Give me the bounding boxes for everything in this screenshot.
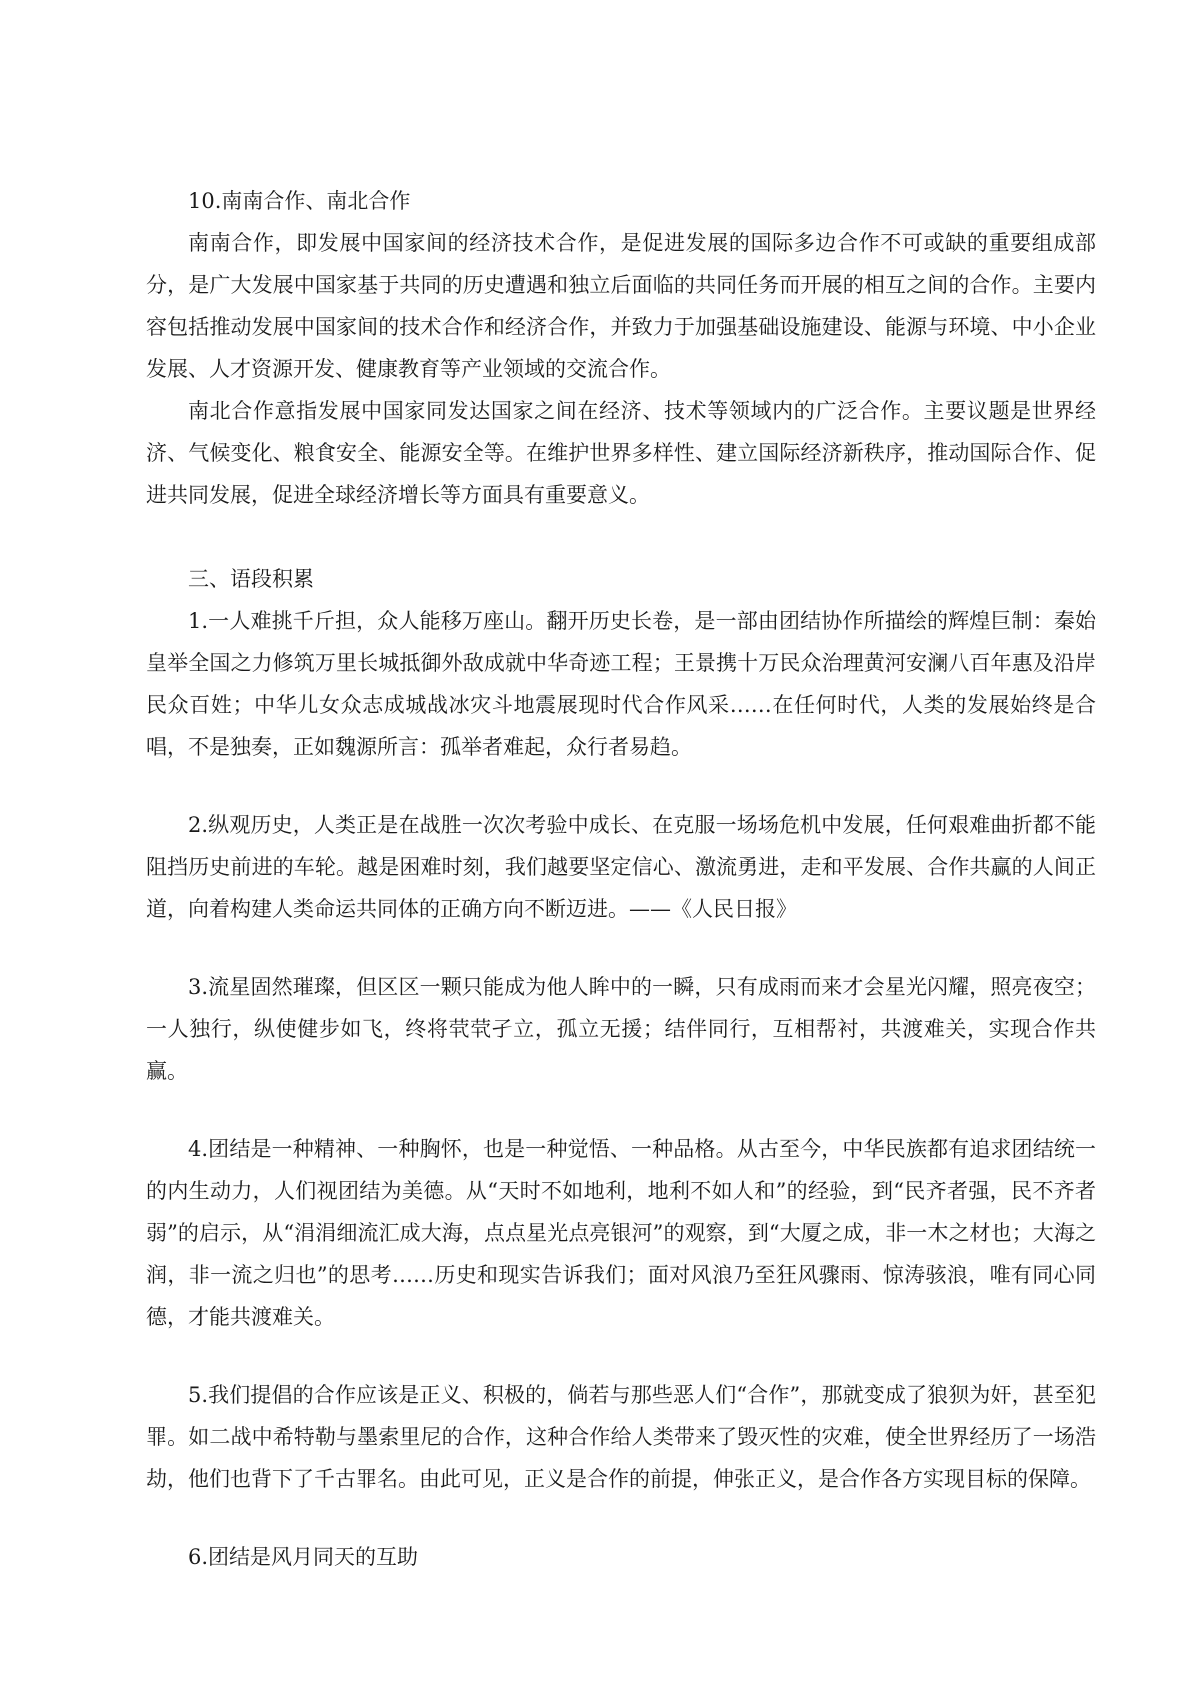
- paragraph-south-south: 南南合作，即发展中国家间的经济技术合作，是促进发展的国际多边合作不可或缺的重要组成部分，是广大发展中国家基于共同的历史遭遇和独立后面临的共同任务而开展的相互之间的合作。主要内容包括推动发展中国家间的技术合作和经济合作，并致力于加强基础设施建设、能源与环境、中小企业发展、人才资源开发、健康教育等产业领域的交流合作。: [146, 231, 1096, 381]
- spacer: [146, 1500, 1096, 1536]
- passage-item-5: 5.我们提倡的合作应该是正义、积极的，倘若与那些恶人们“合作”，那就变成了狼狈为奸，甚至犯罪。如二战中希特勒与墨索里尼的合作，这种合作给人类带来了毁灭性的灾难，使全世界经历了一场浩劫，他们也背下了千古罪名。由此可见，正义是合作的前提，伸张正义，是合作各方实现目标的保障。: [146, 1383, 1096, 1491]
- spacer: [146, 1092, 1096, 1128]
- spacer: [146, 930, 1096, 966]
- passage-item-3: 3.流星固然璀璨，但区区一颗只能成为他人眸中的一瞬，只有成雨而来才会星光闪耀，照亮夜空；一人独行，纵使健步如飞，终将茕茕孑立，孤立无援；结伴同行，互相帮衬，共渡难关，实现合作共赢。: [146, 975, 1096, 1083]
- section-heading-south-cooperation: 10.南南合作、南北合作: [188, 189, 411, 213]
- spacer: [146, 516, 1096, 558]
- section-heading-passages: 三、语段积累: [188, 567, 314, 591]
- spacer: [146, 1338, 1096, 1374]
- paragraph-north-south: 南北合作意指发展中国家同发达国家之间在经济、技术等领域内的广泛合作。主要议题是世界经济、气候变化、粮食安全、能源安全等。在维护世界多样性、建立国际经济新秩序，推动国际合作、促进共同发展，促进全球经济增长等方面具有重要意义。: [146, 399, 1096, 507]
- passage-item-6: 6.团结是风月同天的互助: [188, 1545, 419, 1569]
- passage-item-4: 4.团结是一种精神、一种胸怀，也是一种觉悟、一种品格。从古至今，中华民族都有追求团结统一的内生动力，人们视团结为美德。从“天时不如地利，地利不如人和”的经验，到“民齐者强，民不齐者弱”的启示，从“涓涓细流汇成大海，点点星光点亮银河”的观察，到“大厦之成，非一木之材也；大海之润，非一流之归也”的思考……历史和现实告诉我们；面对风浪乃至狂风骤雨、惊涛骇浪，唯有同心同德，才能共渡难关。: [146, 1137, 1096, 1329]
- document-page: [146, 180, 1096, 1578]
- passage-item-2: 2.纵观历史，人类正是在战胜一次次考验中成长、在克服一场场危机中发展，任何艰难曲折都不能阻挡历史前进的车轮。越是困难时刻，我们越要坚定信心、激流勇进，走和平发展、合作共赢的人间正道，向着构建人类命运共同体的正确方向不断迈进。——《人民日报》: [146, 813, 1096, 921]
- passage-item-1: 1.一人难挑千斤担，众人能移万座山。翻开历史长卷，是一部由团结协作所描绘的辉煌巨制：秦始皇举全国之力修筑万里长城抵御外敌成就中华奇迹工程；王景携十万民众治理黄河安澜八百年惠及沿岸民众百姓；中华儿女众志成城战冰灾斗地震展现时代合作风采……在任何时代，人类的发展始终是合唱，不是独奏，正如魏源所言：孤举者难起，众行者易趋。: [146, 609, 1096, 759]
- spacer: [146, 768, 1096, 804]
